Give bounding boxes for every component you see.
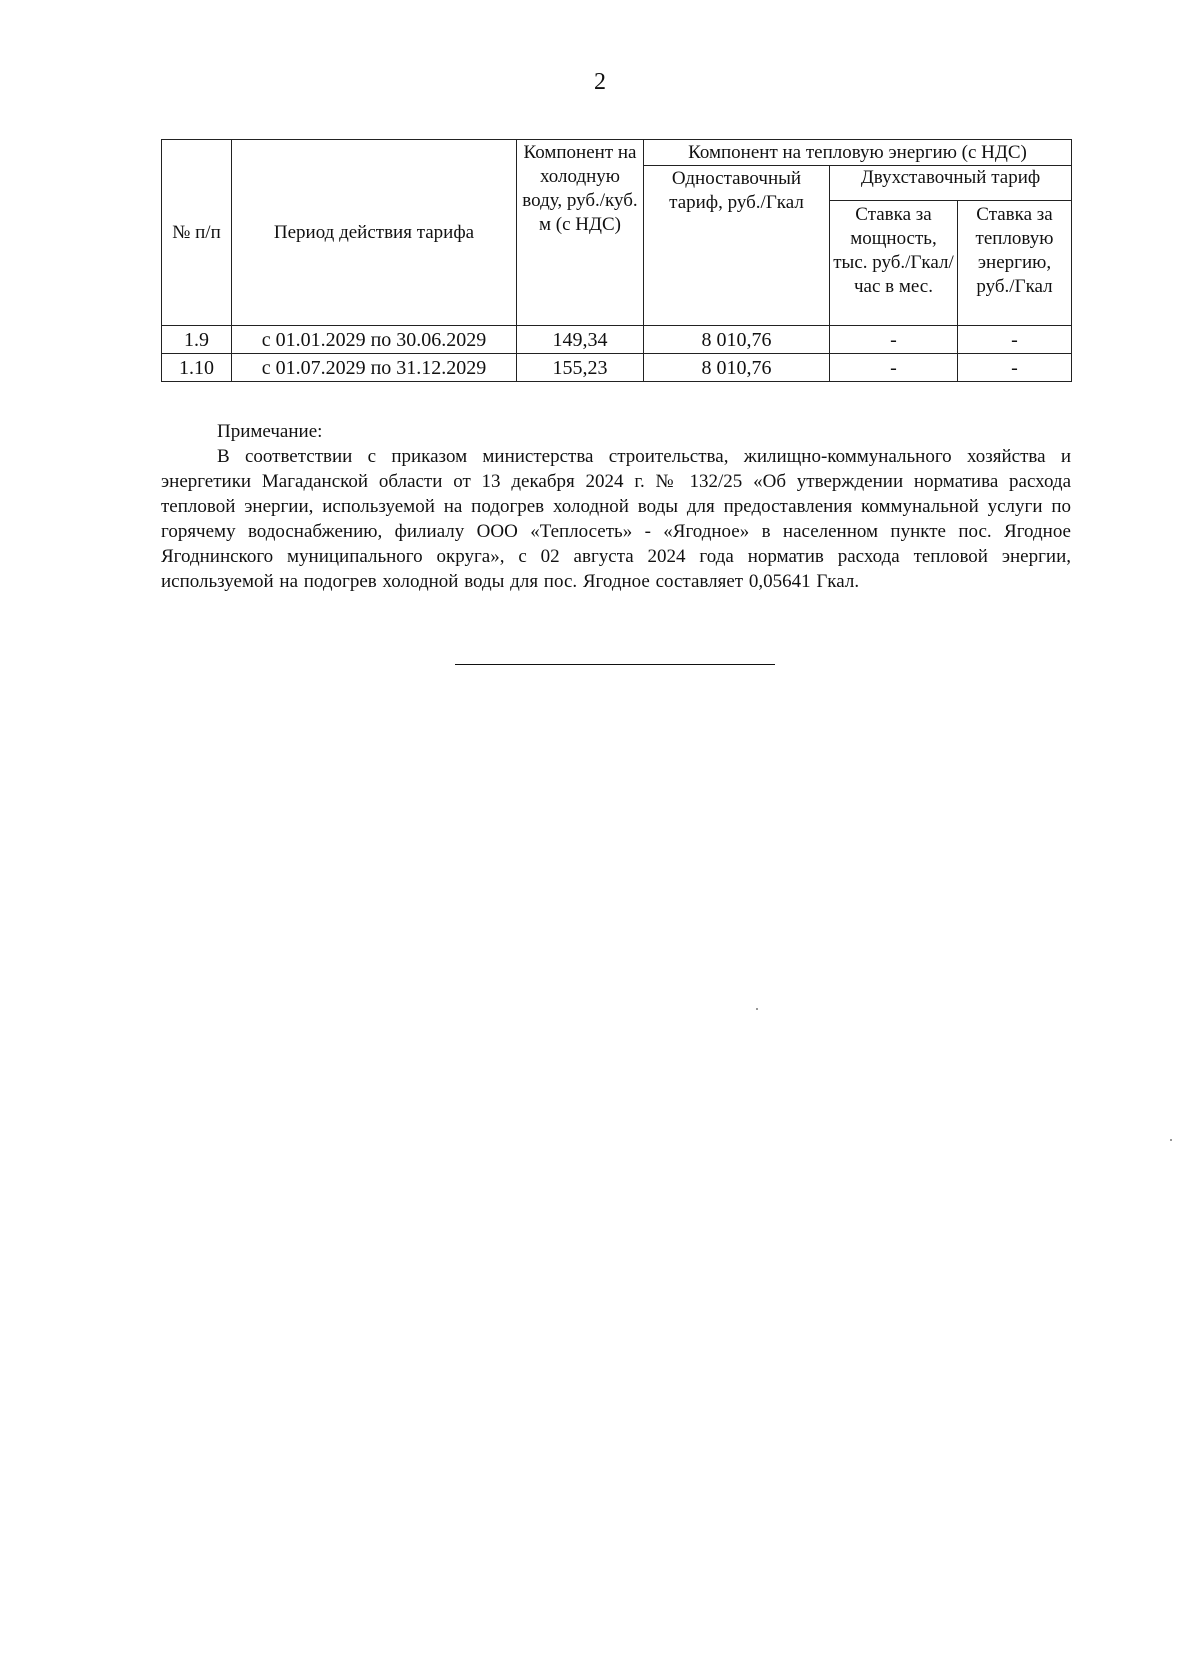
cell-single-rate: 8 010,76 bbox=[644, 354, 830, 382]
cell-energy-rate: - bbox=[958, 326, 1072, 354]
header-period: Период действия тарифа bbox=[232, 140, 517, 326]
header-num: № п/п bbox=[162, 140, 232, 326]
closing-rule bbox=[455, 664, 775, 665]
cell-period: с 01.01.2029 по 30.06.2029 bbox=[232, 326, 517, 354]
note-text: В соответствии с приказом министерства строительства, жилищно-коммунального хозяйства и энергетики Магаданской области от 13 декабря 2024 г. № 132/25 «Об утверждении норматива расхода тепловой энергии, используемой на подогрев холодной воды для предоставления коммунальной услуги по горячему водоснабжению, филиалу ООО «Теплосеть» - «Ягодное» в населенном пункте пос. Ягодное Ягоднинского муниципального округа», с 02 августа 2024 года норматив расхода тепловой энергии, используемой на подогрев холодной воды для пос. Ягодное составляет 0,05641 Гкал. bbox=[161, 446, 1071, 592]
cell-period: с 01.07.2029 по 31.12.2029 bbox=[232, 354, 517, 382]
cell-energy-rate: - bbox=[958, 354, 1072, 382]
header-cold-water: Компонент на холодную воду, руб./куб. м (с НДС) bbox=[517, 140, 644, 326]
table-row bbox=[162, 354, 1072, 382]
note-label: Примечание: bbox=[217, 421, 323, 442]
cell-num: 1.9 bbox=[162, 326, 232, 354]
cell-cold-water: 155,23 bbox=[517, 354, 644, 382]
scan-speck bbox=[1170, 1139, 1172, 1141]
header-energy-rate: Ставка за тепловую энергию, руб./Гкал bbox=[958, 201, 1072, 326]
cell-single-rate: 8 010,76 bbox=[644, 326, 830, 354]
header-two-rate: Двухставочный тариф bbox=[830, 166, 1072, 201]
header-single-rate: Одноставочный тариф, руб./Гкал bbox=[644, 166, 830, 326]
cell-capacity-rate: - bbox=[830, 354, 958, 382]
scan-speck bbox=[756, 1008, 758, 1010]
note-block bbox=[161, 419, 1071, 594]
header-capacity-rate: Ставка за мощность, тыс. руб./Гкал/ час в мес. bbox=[830, 201, 958, 326]
tariff-table bbox=[161, 139, 1072, 382]
cell-cold-water: 149,34 bbox=[517, 326, 644, 354]
header-heat-component: Компонент на тепловую энергию (с НДС) bbox=[644, 140, 1072, 166]
cell-capacity-rate: - bbox=[830, 326, 958, 354]
table-row bbox=[162, 326, 1072, 354]
cell-num: 1.10 bbox=[162, 354, 232, 382]
page-number: 2 bbox=[594, 69, 606, 95]
